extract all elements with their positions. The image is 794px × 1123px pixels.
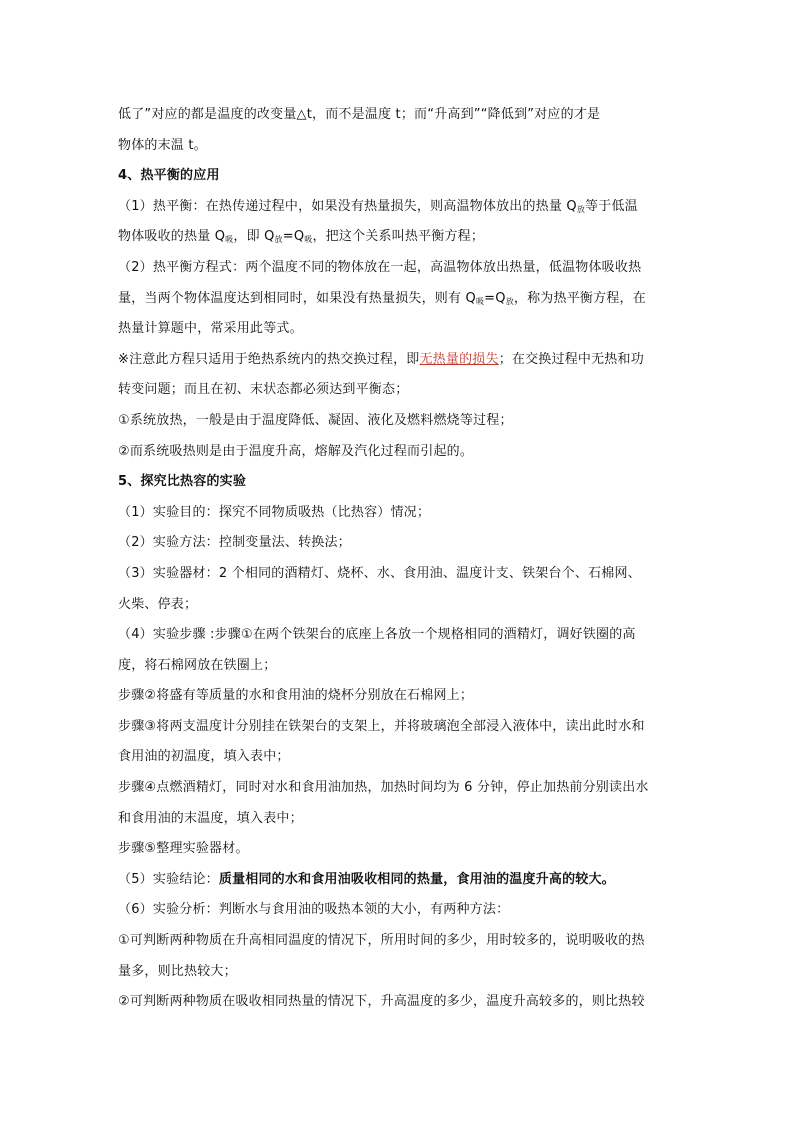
text-line: 度，将石棉网放在铁圈上； [118,657,277,673]
text-line: （4）实验步骤 :步骤①在两个铁架台的底座上各放一个规格相同的酒精灯，调好铁圈的高 [118,627,636,643]
text-segment: ※注意此方程只适用于绝热系统内的热交换过程，即 [118,351,420,367]
text-line: 步骤③将两支温度计分别挂在铁架台的支架上，并将玻璃泡全部浸入液体中，读出此时水和 [118,718,645,734]
text-line: （1）实验目的：探究不同物质吸热（比热容）情况； [118,504,431,520]
text-segment: 质量相同的水和食用油吸收相同的热量，食用油的温度升高的较大。 [218,871,615,887]
section-heading: 4、热平衡的应用 [118,168,220,184]
text-line: 和食用油的末温度，填入表中； [118,810,303,826]
text-line: 步骤⑤整理实验器材。 [118,841,249,857]
text-line: （6）实验分析：判断水与食用油的吸热本领的大小，有两种方法： [118,902,510,918]
text-line: ①系统放热，一般是由于温度降低、凝固、液化及燃料燃烧等过程； [118,412,513,428]
section-heading: 5、探究比热容的实验 [118,474,247,490]
text-line [118,284,678,315]
subscript: 放 [274,235,283,245]
text-line: 步骤②将盛有等质量的水和食用油的烧杯分别放在石棉网上； [118,688,474,704]
text-segment: ；在交换过程中无热和功 [498,351,644,367]
text-segment: =Q [282,229,305,245]
text-line [118,222,678,253]
text-line: 食用油的初温度，填入表中； [118,749,290,765]
text-segment: （1）热平衡：在热传递过程中，如果没有热量损失，则高温物体放出的热量 Q [118,198,577,214]
text-segment: ，把这个关系叫热平衡方程； [312,229,485,245]
subscript: 吸 [475,296,485,306]
text-segment: 物体吸收的热量 Q [118,229,226,245]
text-line: （2）实验方法：控制变量法、转换法； [118,535,351,551]
text-line: （2）热平衡方程式：两个温度不同的物体放在一起，高温物体放出热量，低温物体吸收热 [118,259,642,275]
text-line [118,192,678,223]
text-segment: ，称为热平衡方程，在 [513,290,646,306]
text-segment: ，即 Q [233,229,275,245]
text-line: （3）实验器材：2 个相同的酒精灯、烧杯、水、食用油、温度计支、铁架台个、石棉网、 [118,565,641,581]
text-line: 物体的末温 t。 [118,137,207,153]
text-segment: 量，当两个物体温度达到相同时，如果没有热量损失，则有 Q [118,290,476,306]
text-line: 步骤④点燃酒精灯，同时对水和食用油加热，加热时间均为 6 分钟，停止加热前分别读出水 [118,780,649,796]
text-line [118,865,678,896]
text-line: 转变问题；而且在初、末状态都必须达到平衡态； [118,382,409,398]
subscript: 放 [505,296,514,306]
text-line: 火柴、停表； [118,596,198,612]
text-line [118,345,678,376]
text-segment: （5）实验结论： [118,871,219,887]
subscript: 放 [576,204,586,214]
text-line: 量多，则比热较大； [118,963,237,979]
text-segment: 等于低温 [585,198,638,214]
highlighted-text: 无热量的损失 [419,351,499,367]
text-segment: =Q [484,290,506,306]
document-body [118,100,678,1018]
subscript: 吸 [225,235,234,245]
text-line: ②而系统吸热则是由于温度升高，熔解及汽化过程而引起的。 [118,443,474,459]
text-line: ②可判断两种物质在吸收相同热量的情况下，升高温度的多少，温度升高较多的，则比热较 [118,994,645,1010]
text-line: 热量计算题中，常采用此等式。 [118,321,303,337]
text-line: 低了”对应的都是温度的改变量△t，而不是温度 t；而“升高到”“降低到”对应的才是 [118,107,601,122]
text-line: ①可判断两种物质在升高相同温度的情况下，所用时间的多少，用时较多的，说明吸收的热 [118,933,645,949]
subscript: 吸 [304,235,313,245]
